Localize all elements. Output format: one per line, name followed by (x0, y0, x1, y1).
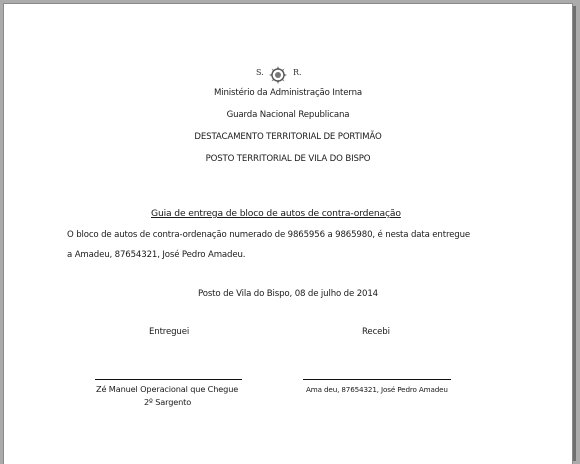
post-line: POSTO TERRITORIAL DE VILA DO BISPO (205, 154, 371, 164)
delivered-label: Entreguei (149, 327, 190, 337)
seal-letter-left: S. (256, 68, 264, 77)
detachment-line: DESTACAMENTO TERRITORIAL DE PORTIMÃO (194, 132, 382, 142)
received-label: Recebi (362, 327, 390, 337)
body-text-line-2: a Amadeu, 87654321, José Pedro Amadeu. (67, 250, 246, 260)
body-text-line-1: O bloco de autos de contra-ordenação numerado de 9865956 a 9865980, é nesta data entregue (67, 230, 471, 240)
ministry-line: Ministério da Administração Interna (213, 88, 363, 98)
delivered-signature-line (95, 379, 242, 380)
delivered-rank: 2º Sargento (144, 397, 192, 407)
received-signature-line (303, 379, 451, 380)
guard-line: Guarda Nacional Republicana (226, 110, 350, 120)
document-page[interactable] (3, 3, 573, 464)
coat-of-arms-icon (268, 65, 288, 85)
republic-seal (256, 65, 306, 85)
delivered-name: Zé Manuel Operacional que Chegue (96, 384, 239, 394)
seal-letter-right: R. (293, 68, 302, 77)
place-and-date: Posto de Vila do Bispo, 08 de julho de 2014 (198, 289, 378, 299)
received-name: Ama deu, 87654321, José Pedro Amadeu (306, 385, 448, 394)
document-title: Guia de entrega de bloco de autos de contra-ordenação (151, 208, 401, 219)
